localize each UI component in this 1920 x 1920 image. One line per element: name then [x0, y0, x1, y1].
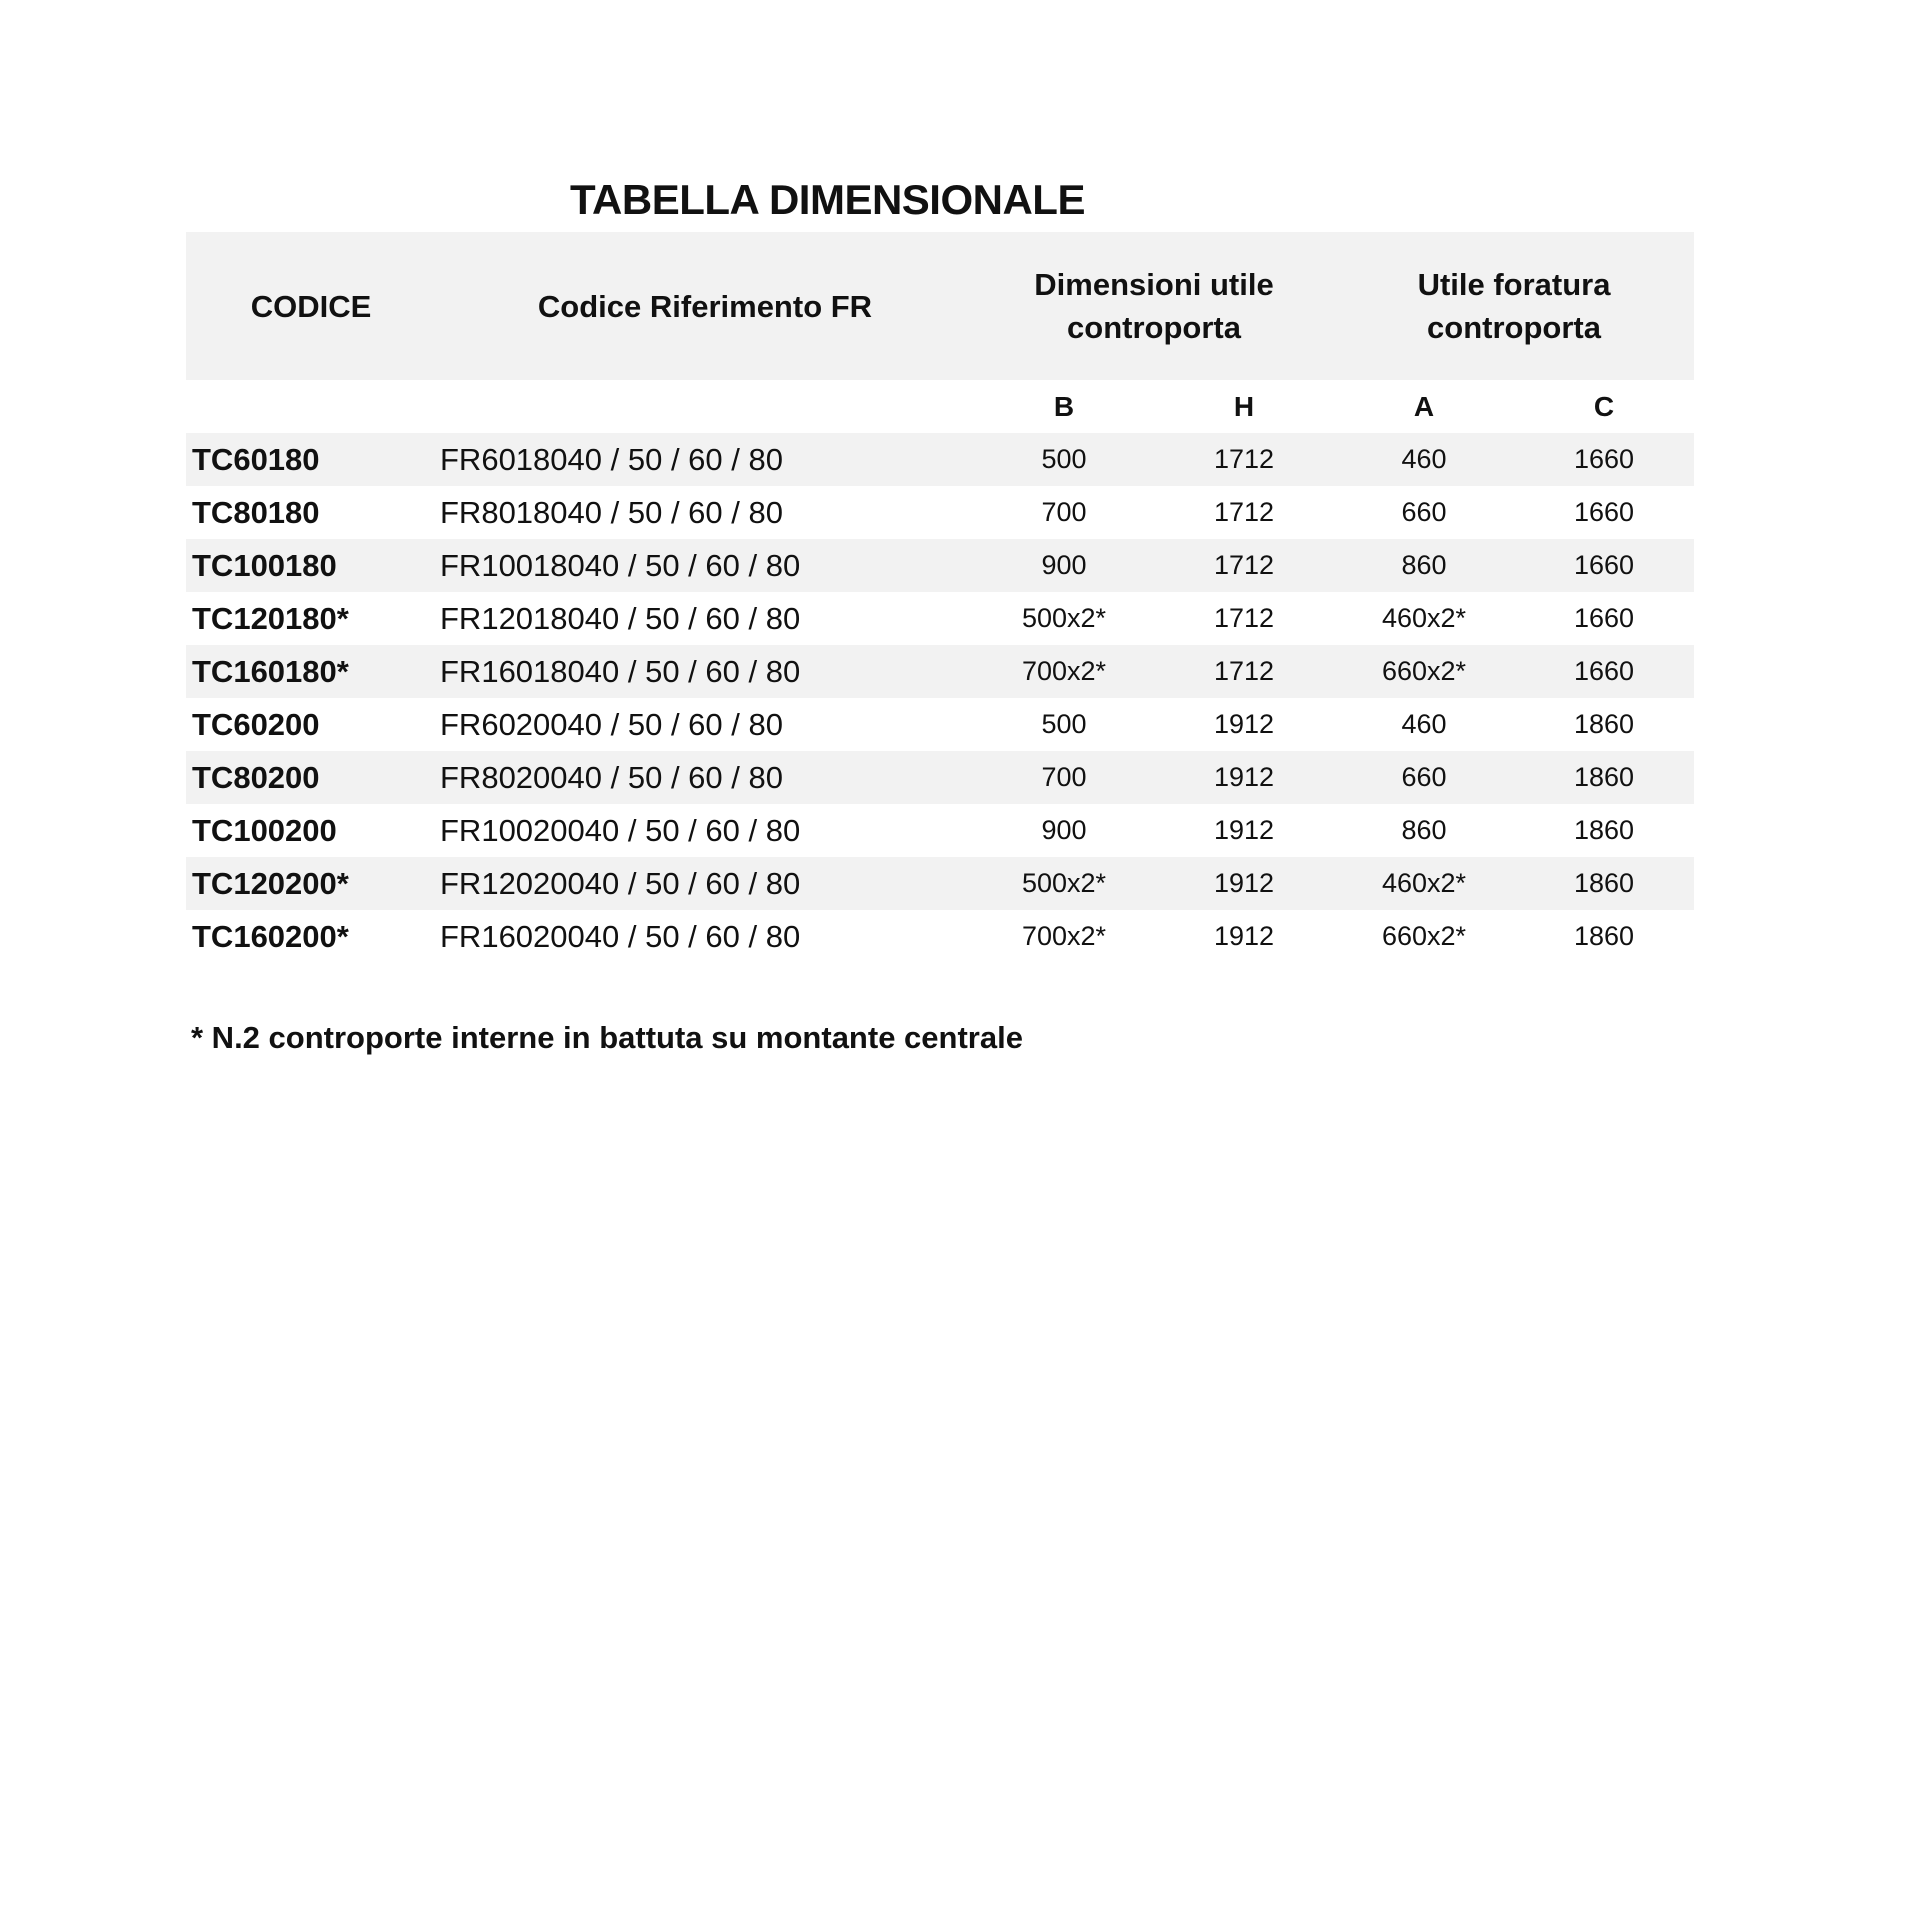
cell-b: 700	[1041, 497, 1087, 527]
subheader-a: A	[1413, 390, 1435, 422]
header-dimensioni-line2: controporta	[1067, 310, 1241, 345]
cell-b: 700x2*	[974, 645, 1154, 698]
subheader-empty-ref	[436, 380, 974, 433]
table-header-row	[186, 232, 1694, 380]
cell-c: 1660	[1573, 603, 1635, 633]
header-codice: CODICE	[186, 232, 436, 380]
table-row	[186, 645, 1694, 698]
cell-h: 1712	[1154, 645, 1334, 698]
cell-ref: FR16018040 / 50 / 60 / 80	[436, 645, 974, 698]
cell-code: TC120180*	[192, 600, 349, 636]
cell-b: 500x2*	[1021, 603, 1107, 633]
cell-b: 700	[974, 751, 1154, 804]
cell-h: 1912	[1213, 921, 1275, 951]
cell-c: 1860	[1573, 921, 1635, 951]
table-row	[186, 698, 1694, 751]
cell-a: 460	[1401, 709, 1447, 739]
header-foratura	[1334, 232, 1694, 380]
cell-h: 1912	[1213, 709, 1275, 739]
cell-code: TC100180	[186, 539, 436, 592]
table-row	[186, 592, 1694, 645]
cell-h: 1912	[1154, 751, 1334, 804]
cell-code: TC60180	[186, 433, 436, 486]
cell-ref: FR8018040 / 50 / 60 / 80	[440, 494, 783, 530]
table-row	[186, 910, 1694, 963]
cell-a: 460	[1334, 433, 1514, 486]
table-row	[186, 433, 1694, 486]
cell-c: 1860	[1514, 857, 1694, 910]
cell-b: 500	[974, 433, 1154, 486]
cell-c: 1860	[1573, 815, 1635, 845]
cell-b: 900	[1041, 815, 1087, 845]
cell-code: TC120200*	[186, 857, 436, 910]
cell-a: 860	[1401, 815, 1447, 845]
cell-ref: FR16020040 / 50 / 60 / 80	[440, 918, 801, 954]
cell-h: 1712	[1154, 539, 1334, 592]
header-dimensioni-line1: Dimensioni utile	[1034, 267, 1274, 302]
cell-ref: FR6020040 / 50 / 60 / 80	[440, 706, 783, 742]
cell-code: TC160200*	[192, 918, 349, 954]
cell-c: 1660	[1514, 645, 1694, 698]
cell-ref: FR12018040 / 50 / 60 / 80	[440, 600, 801, 636]
cell-code: TC80200	[186, 751, 436, 804]
subheader-h: H	[1233, 390, 1255, 422]
dimensions-table	[186, 232, 1694, 963]
cell-a: 660	[1334, 751, 1514, 804]
cell-c: 1660	[1514, 433, 1694, 486]
cell-a: 460x2*	[1381, 603, 1467, 633]
cell-h: 1912	[1213, 815, 1275, 845]
cell-c: 1860	[1573, 709, 1635, 739]
cell-code: TC80180	[192, 494, 320, 530]
cell-a: 860	[1334, 539, 1514, 592]
table-row	[186, 857, 1694, 910]
cell-h: 1712	[1213, 603, 1275, 633]
subheader-b: B	[1053, 390, 1075, 422]
subheader-empty-codice	[186, 380, 436, 433]
cell-h: 1712	[1154, 433, 1334, 486]
cell-ref: FR12020040 / 50 / 60 / 80	[436, 857, 974, 910]
cell-a: 660x2*	[1381, 921, 1467, 951]
subheader-c: C	[1593, 390, 1615, 422]
cell-c: 1660	[1573, 497, 1635, 527]
header-dimensioni	[974, 232, 1334, 380]
cell-ref: FR10020040 / 50 / 60 / 80	[440, 812, 801, 848]
table-row	[186, 486, 1694, 539]
cell-ref: FR6018040 / 50 / 60 / 80	[436, 433, 974, 486]
cell-b: 700x2*	[1021, 921, 1107, 951]
cell-a: 660	[1401, 497, 1447, 527]
cell-code: TC160180*	[186, 645, 436, 698]
cell-c: 1660	[1514, 539, 1694, 592]
cell-code: TC60200	[192, 706, 320, 742]
footnote: * N.2 controporte interne in battuta su montante centrale	[191, 1020, 1023, 1055]
cell-code: TC100200	[192, 812, 337, 848]
cell-b: 900	[974, 539, 1154, 592]
table-row	[186, 751, 1694, 804]
cell-h: 1912	[1154, 857, 1334, 910]
cell-a: 660x2*	[1334, 645, 1514, 698]
table-row	[186, 804, 1694, 857]
header-foratura-line1: Utile foratura	[1417, 267, 1611, 302]
page-title: TABELLA DIMENSIONALE	[570, 176, 1085, 223]
cell-b: 500x2*	[974, 857, 1154, 910]
cell-ref: FR10018040 / 50 / 60 / 80	[436, 539, 974, 592]
header-foratura-line2: controporta	[1427, 310, 1601, 345]
cell-a: 460x2*	[1334, 857, 1514, 910]
table-row	[186, 539, 1694, 592]
header-riferimento: Codice Riferimento FR	[436, 232, 974, 380]
cell-h: 1712	[1213, 497, 1275, 527]
cell-c: 1860	[1514, 751, 1694, 804]
cell-b: 500	[1041, 709, 1087, 739]
table-subheader-row	[186, 380, 1694, 433]
cell-ref: FR8020040 / 50 / 60 / 80	[436, 751, 974, 804]
